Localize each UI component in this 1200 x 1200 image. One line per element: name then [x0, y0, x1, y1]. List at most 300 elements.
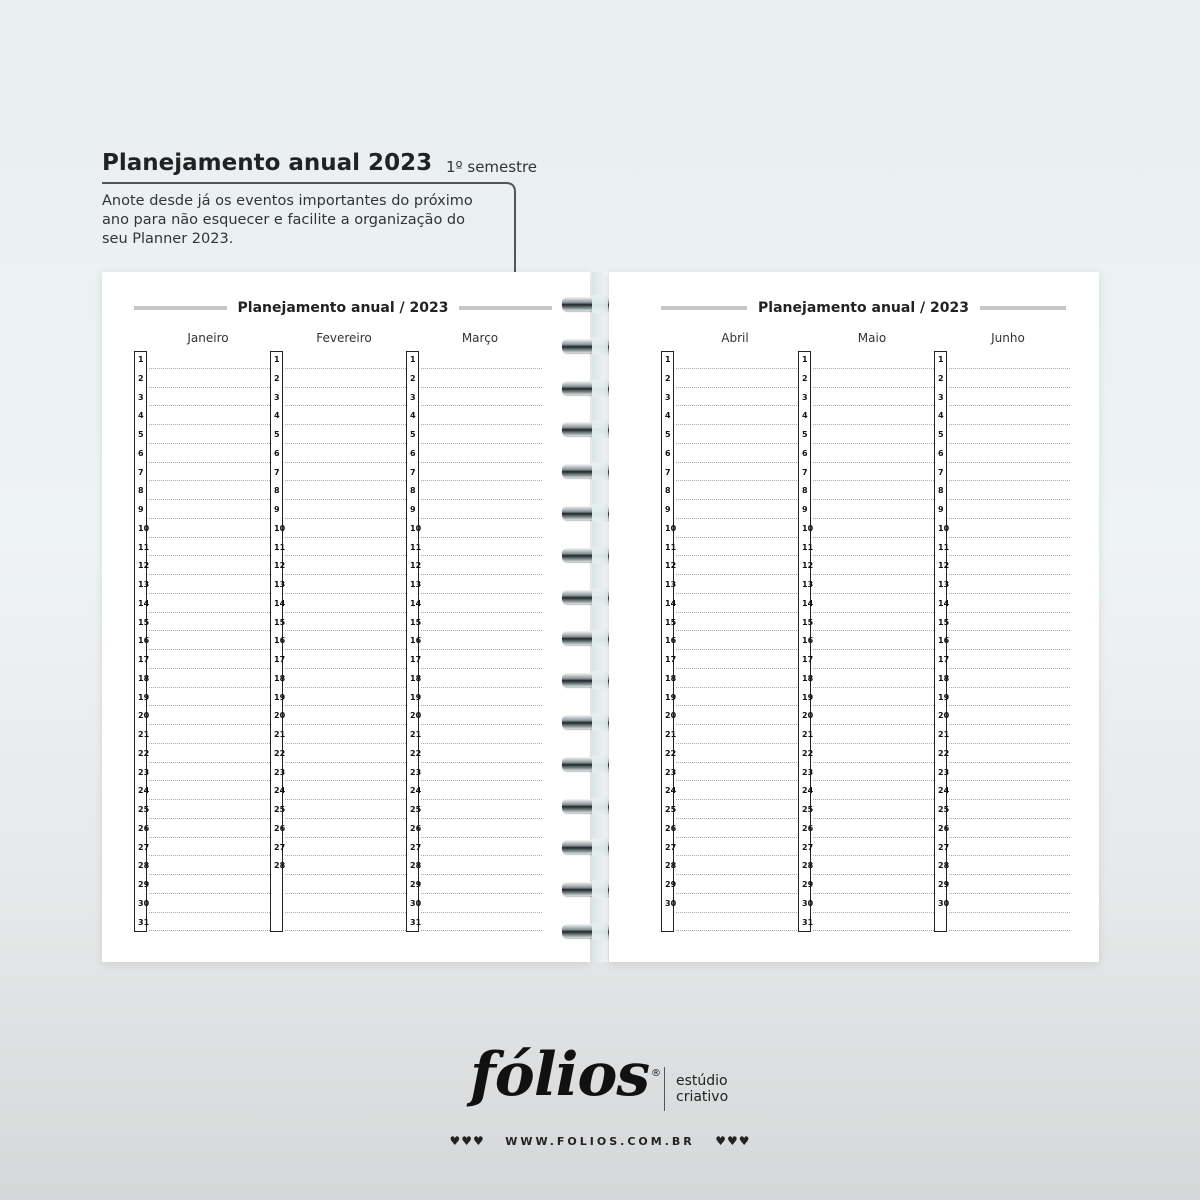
day-row[interactable]	[406, 801, 542, 820]
day-row[interactable]	[406, 557, 542, 576]
day-row[interactable]	[134, 670, 270, 689]
writing-line	[676, 893, 797, 894]
writing-line	[949, 687, 1070, 688]
day-row[interactable]	[270, 707, 406, 726]
day-row[interactable]	[798, 801, 934, 820]
day-row[interactable]	[270, 520, 406, 539]
writing-line	[421, 687, 542, 688]
writing-line	[949, 893, 1070, 894]
day-row[interactable]	[134, 614, 270, 633]
day-row[interactable]	[798, 520, 934, 539]
day-row[interactable]	[270, 726, 406, 745]
page-header-right	[661, 298, 1066, 318]
day-number: 2	[798, 370, 811, 389]
day-number: 25	[406, 801, 419, 820]
day-number: 16	[406, 632, 419, 651]
day-row[interactable]	[270, 576, 406, 595]
day-row[interactable]	[134, 389, 270, 408]
writing-line	[813, 518, 934, 519]
day-row[interactable]	[661, 801, 797, 820]
day-row[interactable]	[406, 726, 542, 745]
day-row[interactable]	[270, 407, 406, 426]
day-row[interactable]	[934, 445, 1070, 464]
day-row[interactable]	[134, 651, 270, 670]
day-number: 10	[270, 520, 283, 539]
day-row[interactable]	[270, 501, 406, 520]
day-row[interactable]	[134, 820, 270, 839]
day-row[interactable]	[661, 782, 797, 801]
day-row[interactable]	[798, 670, 934, 689]
day-row[interactable]	[661, 595, 797, 614]
day-row[interactable]	[798, 857, 934, 876]
day-row[interactable]	[134, 482, 270, 501]
day-row[interactable]	[934, 595, 1070, 614]
day-number: 16	[934, 632, 947, 651]
day-row[interactable]	[661, 707, 797, 726]
day-row[interactable]	[134, 839, 270, 858]
writing-line	[285, 499, 406, 500]
planner-page-left	[102, 272, 590, 962]
day-row[interactable]	[270, 914, 406, 933]
writing-line	[676, 574, 797, 575]
writing-line	[949, 424, 1070, 425]
header-rule	[459, 306, 552, 310]
day-number: 19	[661, 689, 674, 708]
day-number: 13	[134, 576, 147, 595]
day-row[interactable]	[661, 839, 797, 858]
writing-line	[421, 912, 542, 913]
day-row[interactable]	[406, 707, 542, 726]
day-row[interactable]	[406, 520, 542, 539]
day-row[interactable]	[934, 801, 1070, 820]
writing-line	[149, 649, 270, 650]
writing-line	[949, 387, 1070, 388]
day-row[interactable]	[134, 351, 270, 370]
day-row[interactable]	[134, 895, 270, 914]
day-row[interactable]	[934, 726, 1070, 745]
day-row[interactable]	[798, 914, 934, 933]
hearts-icon: ♥♥♥	[715, 1134, 751, 1148]
day-row[interactable]	[661, 895, 797, 914]
day-row[interactable]	[406, 614, 542, 633]
day-row[interactable]	[798, 707, 934, 726]
day-row[interactable]	[661, 520, 797, 539]
day-row[interactable]	[934, 557, 1070, 576]
day-row[interactable]	[661, 876, 797, 895]
day-row[interactable]	[661, 370, 797, 389]
day-row[interactable]	[798, 557, 934, 576]
writing-line	[949, 518, 1070, 519]
day-row[interactable]	[661, 389, 797, 408]
day-number: 16	[270, 632, 283, 651]
day-row[interactable]	[134, 501, 270, 520]
writing-line	[149, 705, 270, 706]
day-row[interactable]	[934, 670, 1070, 689]
day-row[interactable]	[798, 539, 934, 558]
day-number: 15	[406, 614, 419, 633]
writing-line	[813, 780, 934, 781]
day-row[interactable]	[934, 914, 1070, 933]
day-row[interactable]	[934, 426, 1070, 445]
day-row[interactable]	[798, 839, 934, 858]
day-number: 17	[406, 651, 419, 670]
day-row[interactable]	[661, 576, 797, 595]
writing-line	[676, 612, 797, 613]
day-number: 3	[798, 389, 811, 408]
day-row[interactable]	[134, 445, 270, 464]
day-number: 1	[661, 351, 674, 370]
day-row[interactable]	[134, 576, 270, 595]
day-row[interactable]	[934, 407, 1070, 426]
day-row[interactable]	[270, 876, 406, 895]
day-row[interactable]	[270, 539, 406, 558]
writing-line	[949, 368, 1070, 369]
header-title: Planejamento anual 2023	[102, 150, 433, 176]
day-row[interactable]	[934, 707, 1070, 726]
day-row[interactable]	[270, 445, 406, 464]
day-row[interactable]	[661, 651, 797, 670]
writing-line	[949, 499, 1070, 500]
day-row[interactable]	[134, 745, 270, 764]
day-number: 2	[934, 370, 947, 389]
month-column-maio	[798, 328, 934, 932]
day-row[interactable]	[270, 820, 406, 839]
writing-line	[676, 743, 797, 744]
day-row[interactable]	[406, 914, 542, 933]
day-number: 29	[134, 876, 147, 895]
day-row[interactable]	[798, 595, 934, 614]
day-row[interactable]	[270, 370, 406, 389]
day-row[interactable]	[270, 857, 406, 876]
day-row[interactable]	[934, 839, 1070, 858]
writing-line	[949, 724, 1070, 725]
writing-line	[149, 480, 270, 481]
writing-line	[676, 912, 797, 913]
day-row[interactable]	[661, 407, 797, 426]
writing-line	[285, 724, 406, 725]
day-number: 22	[661, 745, 674, 764]
writing-line	[949, 405, 1070, 406]
day-row[interactable]	[134, 689, 270, 708]
day-number: 14	[134, 595, 147, 614]
day-row[interactable]	[406, 764, 542, 783]
day-row[interactable]	[134, 370, 270, 389]
writing-line	[285, 668, 406, 669]
day-row[interactable]	[661, 351, 797, 370]
writing-line	[421, 593, 542, 594]
day-number: 27	[270, 839, 283, 858]
day-row[interactable]	[134, 764, 270, 783]
writing-line	[421, 405, 542, 406]
writing-line	[949, 649, 1070, 650]
day-row[interactable]	[798, 407, 934, 426]
day-row[interactable]	[798, 501, 934, 520]
writing-line	[813, 912, 934, 913]
website-url[interactable]: WWW.FOLIOS.COM.BR	[505, 1135, 695, 1148]
day-row[interactable]	[661, 820, 797, 839]
day-row[interactable]	[406, 745, 542, 764]
day-row[interactable]	[270, 745, 406, 764]
day-row[interactable]	[406, 839, 542, 858]
day-row[interactable]	[934, 464, 1070, 483]
writing-line	[285, 893, 406, 894]
day-row[interactable]	[661, 632, 797, 651]
day-row[interactable]	[798, 726, 934, 745]
day-row[interactable]	[406, 407, 542, 426]
day-row[interactable]	[134, 707, 270, 726]
day-row[interactable]	[406, 370, 542, 389]
day-number: 15	[934, 614, 947, 633]
day-row[interactable]	[134, 914, 270, 933]
day-row[interactable]	[661, 482, 797, 501]
writing-line	[285, 537, 406, 538]
day-number: 24	[934, 782, 947, 801]
day-row[interactable]	[134, 520, 270, 539]
day-row[interactable]	[934, 482, 1070, 501]
day-row[interactable]	[134, 407, 270, 426]
day-row[interactable]	[406, 539, 542, 558]
month-name: Março	[461, 331, 499, 345]
day-row[interactable]	[270, 482, 406, 501]
writing-line	[285, 874, 406, 875]
day-row[interactable]	[406, 782, 542, 801]
day-number: 6	[134, 445, 147, 464]
day-number: 12	[798, 557, 811, 576]
writing-line	[149, 668, 270, 669]
day-row[interactable]	[934, 651, 1070, 670]
day-number: 10	[798, 520, 811, 539]
day-row[interactable]	[934, 876, 1070, 895]
day-row[interactable]	[661, 464, 797, 483]
day-number: 11	[406, 539, 419, 558]
month-column-junho	[934, 328, 1070, 932]
day-row[interactable]	[270, 351, 406, 370]
day-row[interactable]	[134, 557, 270, 576]
day-row[interactable]	[661, 445, 797, 464]
day-row[interactable]	[798, 614, 934, 633]
day-number: 1	[134, 351, 147, 370]
day-number: 29	[406, 876, 419, 895]
day-number: 28	[934, 857, 947, 876]
day-number	[270, 914, 283, 933]
writing-line	[149, 405, 270, 406]
day-number: 30	[798, 895, 811, 914]
day-number: 13	[270, 576, 283, 595]
day-row[interactable]	[270, 801, 406, 820]
day-number: 12	[406, 557, 419, 576]
month-column-marco	[406, 328, 542, 932]
day-row[interactable]	[934, 614, 1070, 633]
day-row[interactable]	[798, 820, 934, 839]
day-row[interactable]	[270, 557, 406, 576]
day-row[interactable]	[270, 389, 406, 408]
day-row[interactable]	[934, 370, 1070, 389]
day-row[interactable]	[270, 895, 406, 914]
day-row[interactable]	[270, 426, 406, 445]
writing-line	[285, 930, 406, 931]
day-row[interactable]	[134, 726, 270, 745]
writing-line	[676, 593, 797, 594]
writing-line	[421, 780, 542, 781]
day-row[interactable]	[661, 857, 797, 876]
day-row[interactable]	[406, 651, 542, 670]
page-title-right: Planejamento anual / 2023	[758, 300, 969, 316]
day-number: 3	[661, 389, 674, 408]
day-row[interactable]	[134, 782, 270, 801]
day-row[interactable]	[798, 426, 934, 445]
day-row[interactable]	[270, 782, 406, 801]
day-row[interactable]	[270, 614, 406, 633]
day-row[interactable]	[661, 614, 797, 633]
day-row[interactable]	[661, 539, 797, 558]
day-number: 20	[270, 707, 283, 726]
day-number: 9	[270, 501, 283, 520]
day-row[interactable]	[661, 426, 797, 445]
writing-line	[149, 912, 270, 913]
day-row[interactable]	[934, 745, 1070, 764]
day-row[interactable]	[934, 764, 1070, 783]
day-row[interactable]	[406, 670, 542, 689]
day-row[interactable]	[661, 501, 797, 520]
day-row[interactable]	[406, 820, 542, 839]
day-row[interactable]	[934, 389, 1070, 408]
writing-line	[676, 537, 797, 538]
day-row[interactable]	[661, 914, 797, 933]
day-row[interactable]	[270, 764, 406, 783]
day-row[interactable]	[798, 689, 934, 708]
day-row[interactable]	[406, 876, 542, 895]
day-row[interactable]	[661, 557, 797, 576]
writing-line	[421, 874, 542, 875]
day-row[interactable]	[798, 745, 934, 764]
day-row[interactable]	[934, 895, 1070, 914]
day-row[interactable]	[134, 876, 270, 895]
day-row[interactable]	[934, 539, 1070, 558]
header-rule	[980, 306, 1066, 310]
day-row[interactable]	[798, 632, 934, 651]
day-number: 8	[661, 482, 674, 501]
day-row[interactable]	[798, 651, 934, 670]
day-row[interactable]	[934, 576, 1070, 595]
day-row[interactable]	[134, 801, 270, 820]
day-row[interactable]	[406, 632, 542, 651]
day-row[interactable]	[406, 857, 542, 876]
day-row[interactable]	[798, 370, 934, 389]
day-row[interactable]	[134, 539, 270, 558]
day-row[interactable]	[934, 820, 1070, 839]
day-number: 5	[406, 426, 419, 445]
day-row[interactable]	[406, 464, 542, 483]
day-row[interactable]	[798, 445, 934, 464]
day-row[interactable]	[134, 464, 270, 483]
header-rule	[661, 306, 747, 310]
day-row[interactable]	[934, 520, 1070, 539]
day-row[interactable]	[661, 764, 797, 783]
writing-line	[813, 724, 934, 725]
day-row[interactable]	[934, 351, 1070, 370]
day-row[interactable]	[798, 876, 934, 895]
day-row[interactable]	[934, 632, 1070, 651]
day-row[interactable]	[798, 782, 934, 801]
day-row[interactable]	[406, 576, 542, 595]
day-row[interactable]	[406, 445, 542, 464]
writing-line	[676, 724, 797, 725]
day-number: 12	[134, 557, 147, 576]
day-row[interactable]	[798, 389, 934, 408]
day-list	[661, 351, 797, 932]
day-row[interactable]	[270, 839, 406, 858]
day-row[interactable]	[661, 670, 797, 689]
day-row[interactable]	[270, 651, 406, 670]
day-number: 27	[798, 839, 811, 858]
day-row[interactable]	[270, 670, 406, 689]
day-row[interactable]	[798, 464, 934, 483]
day-number: 20	[934, 707, 947, 726]
day-row[interactable]	[406, 482, 542, 501]
day-row[interactable]	[798, 351, 934, 370]
day-number: 9	[934, 501, 947, 520]
day-row[interactable]	[798, 482, 934, 501]
day-row[interactable]	[406, 389, 542, 408]
day-row[interactable]	[134, 632, 270, 651]
day-row[interactable]	[270, 632, 406, 651]
day-number: 4	[934, 407, 947, 426]
day-row[interactable]	[406, 895, 542, 914]
day-number: 18	[270, 670, 283, 689]
day-number: 3	[134, 389, 147, 408]
day-row[interactable]	[406, 501, 542, 520]
day-row[interactable]	[661, 726, 797, 745]
day-row[interactable]	[661, 689, 797, 708]
day-row[interactable]	[406, 351, 542, 370]
day-row[interactable]	[798, 764, 934, 783]
writing-line	[949, 818, 1070, 819]
day-row[interactable]	[934, 501, 1070, 520]
day-row[interactable]	[270, 464, 406, 483]
day-row[interactable]	[134, 426, 270, 445]
day-row[interactable]	[270, 689, 406, 708]
writing-line	[285, 630, 406, 631]
day-number: 16	[798, 632, 811, 651]
writing-line	[285, 912, 406, 913]
day-row[interactable]	[270, 595, 406, 614]
writing-line	[149, 874, 270, 875]
writing-line	[149, 837, 270, 838]
writing-line	[949, 780, 1070, 781]
writing-line	[949, 705, 1070, 706]
day-number	[270, 895, 283, 914]
day-row[interactable]	[934, 857, 1070, 876]
day-row[interactable]	[798, 895, 934, 914]
writing-line	[421, 762, 542, 763]
day-row[interactable]	[134, 595, 270, 614]
day-row[interactable]	[934, 782, 1070, 801]
writing-line	[421, 499, 542, 500]
day-number: 5	[798, 426, 811, 445]
day-row[interactable]	[134, 857, 270, 876]
day-number: 29	[661, 876, 674, 895]
writing-line	[949, 799, 1070, 800]
day-number: 16	[661, 632, 674, 651]
day-row[interactable]	[406, 689, 542, 708]
day-row[interactable]	[661, 745, 797, 764]
day-row[interactable]	[406, 426, 542, 445]
day-row[interactable]	[934, 689, 1070, 708]
day-row[interactable]	[798, 576, 934, 595]
day-number: 15	[661, 614, 674, 633]
writing-line	[676, 668, 797, 669]
day-row[interactable]	[406, 595, 542, 614]
